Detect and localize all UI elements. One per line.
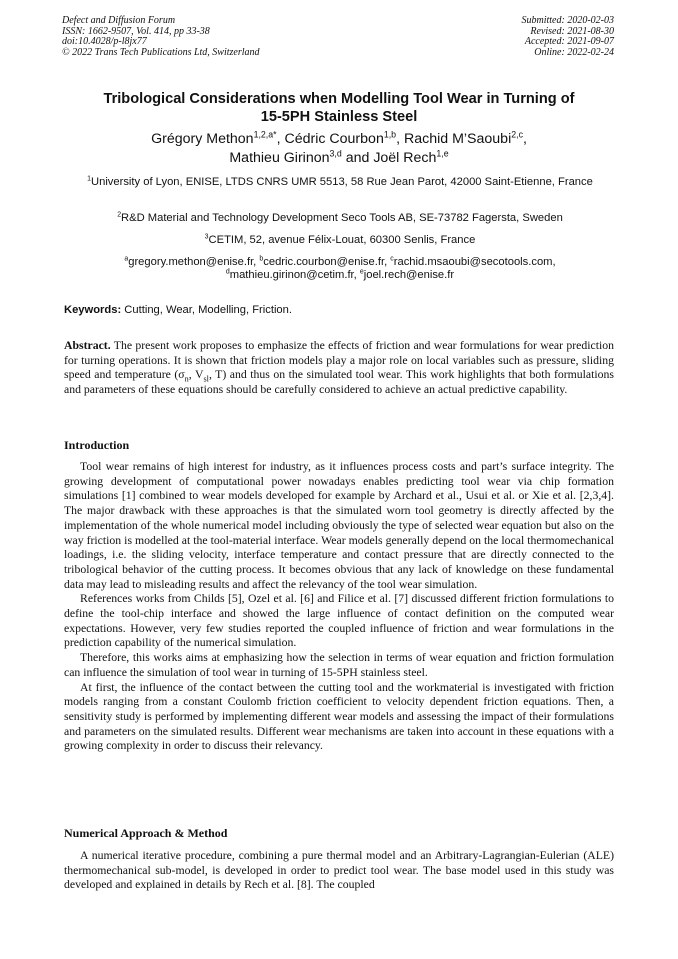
title-line-1: Tribological Considerations when Modelling Tool Wear in Turning of	[103, 91, 575, 107]
abstract-text: , V	[188, 368, 204, 382]
journal-copyright: © 2022 Trans Tech Publications Ltd, Switzerland	[62, 46, 260, 58]
author-separator: ,	[522, 131, 527, 147]
email-marker: c	[390, 255, 394, 263]
title-line-2: 15-5PH Stainless Steel	[260, 109, 418, 125]
authors-line-1	[60, 130, 618, 149]
affiliation-1	[62, 175, 618, 189]
numerical-approach-body	[64, 849, 614, 893]
email-marker: e	[359, 268, 364, 276]
paragraph: References works from Childs [5], Ozel et al. [6] and Filice et al. [7] discussed different friction formulations to define the tool-chip interface and showed the large influence of contact definition on the computed wear expectations. However, very few studies reported the coupled influence of friction and wear formulations in the prediction capability of the numerical simulation.	[64, 592, 614, 650]
subscript: sl	[203, 374, 209, 384]
abstract-text: The present work proposes to emphasize the effects of friction and wear formulations for wear prediction for turning operations. It is shown that friction models play a major role on local variables such as pressure, sliding speed and temperature (σ	[64, 339, 614, 382]
email-marker: b	[259, 255, 264, 263]
date-revised: Revised: 2021-08-30	[530, 25, 614, 37]
paragraph: At first, the influence of the contact between the cutting tool and the workmaterial is investigated with friction models ranging from a constant Coulomb friction coefficient to velocity dependent friction equations. Then, a sensitivity study is performed by implementing different wear models and assessing the impact of their formulations and parameters on the simulated results. Different wear mechanisms are taken into account in these equations with a growing complexity in order to discuss their relevancy.	[64, 680, 614, 753]
author-separator: ,	[276, 131, 285, 147]
journal-issn: ISSN: 1662-9507, Vol. 414, pp 33-38	[62, 25, 210, 37]
email-link[interactable]: mathieu.girinon@cetim.fr,	[229, 269, 360, 282]
author-affil-marker: 3,d	[329, 147, 342, 158]
publication-dates	[522, 16, 615, 58]
affiliation-text: CETIM, 52, avenue Félix-Louat, 60300 Senlis, France	[208, 234, 476, 246]
author-emails	[62, 256, 618, 282]
email-link[interactable]: gregory.methon@enise.fr,	[128, 256, 260, 268]
keywords-text: Cutting, Wear, Modelling, Friction.	[121, 304, 292, 316]
subscript: n	[184, 374, 189, 384]
abstract	[64, 339, 614, 398]
paragraph: A numerical iterative procedure, combining a pure thermal model and an Arbitrary-Lagrangian-Eulerian (ALE) thermomechanical sub-model, is developed in order to predict tool wear. The base model used in this study was developed and explained in details by Rech et al. [8]. The coupled	[64, 849, 614, 892]
author-and: and	[341, 149, 374, 166]
date-submitted: Submitted: 2020-02-03	[521, 15, 614, 26]
author-affil-marker: 1,b	[383, 129, 397, 140]
abstract-paragraph	[64, 339, 614, 398]
email-link[interactable]: rachid.msaoubi@secotools.com,	[393, 256, 556, 268]
abstract-text: , T) and thus on the simulated tool wear. This work highlights that both formulations and parameters of these equations should be carefully considered to achieve an actual predictive capability.	[64, 368, 615, 397]
author-separator: ,	[396, 131, 404, 147]
affiliation-marker: 1	[87, 175, 92, 183]
date-accepted: Accepted: 2021-09-07	[524, 36, 614, 48]
author-affil-marker: 1,e	[436, 147, 449, 158]
keywords-label: Keywords:	[64, 304, 122, 316]
section-heading-numerical-approach: Numerical Approach & Method	[64, 826, 228, 840]
email-marker: d	[225, 268, 230, 276]
author-affil-marker: 2,c	[511, 129, 523, 140]
author-name: Rachid M’Saoubi	[403, 131, 512, 147]
authors-line-2	[60, 149, 618, 168]
email-link[interactable]: joel.rech@enise.fr	[363, 269, 455, 282]
emails-line-2	[62, 269, 618, 282]
affiliation-3	[62, 233, 618, 247]
section-heading-introduction: Introduction	[64, 438, 130, 452]
author-name: Mathieu Girinon	[229, 149, 330, 166]
journal-info	[62, 16, 260, 58]
paper-title	[60, 90, 618, 126]
affiliation-2	[62, 211, 618, 225]
author-name: Grégory Methon	[151, 131, 254, 147]
abstract-label: Abstract.	[64, 339, 111, 352]
email-link[interactable]: cedric.courbon@enise.fr,	[263, 256, 391, 268]
email-marker: a	[124, 255, 129, 263]
affiliation-text: University of Lyon, ENISE, LTDS CNRS UMR 5513, 58 Rue Jean Parot, 42000 Saint-Etienne, France	[91, 176, 593, 188]
introduction-body	[64, 460, 614, 754]
journal-doi: doi:10.4028/p-l8jx77	[62, 36, 147, 48]
paragraph: Tool wear remains of high interest for industry, as it influences process costs and part’s surface integrity. The growing development of computational power nowadays enables predicting tool wear via chip formation simulations [1] combined to wear models developed for example by Archard et al., Usui et al. or Xie et al. [2,3,4]. The major drawback with these approaches is that the simulated worn tool geometry is directly affected by the implementation of the whole numerical model including obviously the type of selected wear equation but also on the way friction is modelled at the tool-material interface. Wear models generally depend on the local thermomechanical loadings, i.e. the sliding velocity, interface temperature and contact pressure that are directly connected to the tribological behavior of the cutting process. It becomes obvious that any lack of knowledge on these fundamental data may lead to misleading results and affect the relevancy of the tool wear simulation.	[64, 460, 614, 591]
paragraph: Therefore, this works aims at emphasizing how the selection in terms of wear equation and friction formulation can influence the simulation of tool wear in turning of 15-5PH stainless steel.	[64, 651, 614, 679]
keywords	[64, 303, 616, 317]
affiliation-text: R&D Material and Technology Development Seco Tools AB, SE-73782 Fagersta, Sweden	[121, 212, 563, 224]
author-name: Joël Rech	[373, 149, 437, 166]
author-affil-marker: 1,2,a*	[253, 129, 277, 140]
author-list	[60, 130, 618, 167]
journal-name: Defect and Diffusion Forum	[62, 15, 176, 26]
affiliation-marker: 2	[117, 211, 122, 219]
emails-line-1	[62, 256, 618, 269]
date-online: Online: 2022-02-24	[534, 46, 614, 58]
author-name: Cédric Courbon	[284, 131, 384, 147]
affiliation-marker: 3	[204, 233, 209, 241]
